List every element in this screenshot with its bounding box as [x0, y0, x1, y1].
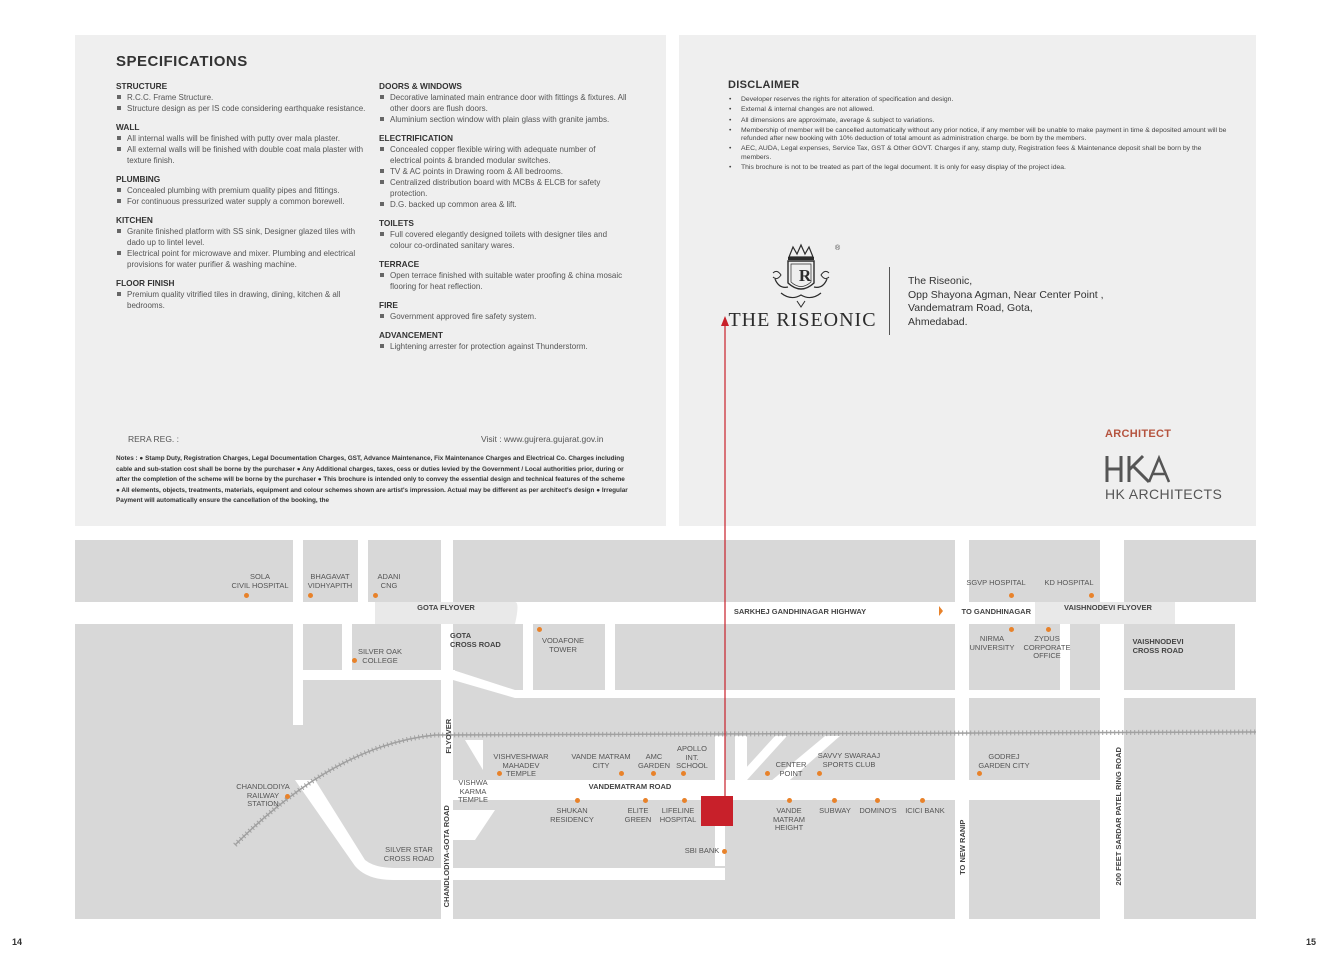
map-dot-nirma: [1009, 627, 1014, 632]
spec-item: Aluminium section window with plain glass with granite jambs.: [379, 114, 629, 125]
spec-section: [379, 300, 629, 322]
disclaimer-panel: [679, 35, 1256, 526]
riseonic-logo: [725, 243, 885, 339]
hk-architects-logo: [1105, 454, 1245, 504]
map-label-silver-star: SILVER STAR CROSS ROAD: [383, 845, 435, 863]
location-map: [75, 540, 1256, 919]
map-label-chandlodiya-station: CHANDLODIYA RAILWAY STATION: [236, 782, 290, 808]
registered-mark: ®: [835, 245, 841, 252]
map-label-sg-highway: SARKHEJ GANDHINAGAR HIGHWAY: [733, 607, 867, 616]
map-label-vishwa-karma: VISHWA KARMA TEMPLE: [457, 778, 488, 804]
spec-section: [379, 330, 629, 352]
map-label-lifeline: LIFELINE HOSPITAL: [659, 806, 697, 824]
spec-item: Full covered elegantly designed toilets with designer tiles and colour co-ordinated sanitary wares.: [379, 229, 629, 251]
spec-item: D.G. backed up common area & lift.: [379, 199, 629, 210]
map-label-vaishnodevi-flyover: VAISHNODEVI FLYOVER: [1064, 603, 1152, 612]
map-label-kd: KD HOSPITAL: [1044, 578, 1094, 587]
spec-section: [379, 81, 629, 125]
spec-item: Government approved fire safety system.: [379, 311, 629, 322]
spec-section: [379, 133, 629, 210]
map-label-vandematram-road: VANDEMATRAM ROAD: [588, 782, 672, 791]
disclaimer-item: • This brochure is not to be treated as part of the legal document. It is only for easy display of the project idea.: [728, 164, 1228, 172]
map-dot-savvy: [817, 771, 822, 776]
map-label-savvy: SAVVY SWARAAJ SPORTS CLUB: [817, 751, 881, 769]
spec-item: Structure design as per IS code considering earthquake resistance.: [116, 103, 366, 114]
spec-item: For continuous pressurized water supply a common borewell.: [116, 196, 366, 207]
spec-item: Centralized distribution board with MCBs & ELCB for safety protection.: [379, 177, 629, 199]
project-address: [908, 275, 1104, 329]
disclaimer-item: • All dimensions are approximate, average & subject to variations.: [728, 117, 1228, 125]
spec-section: [379, 259, 629, 292]
map-dot-amc-garden: [651, 771, 656, 776]
address-line: The Riseonic,: [908, 275, 973, 287]
architect-name: HK ARCHITECTS: [1105, 486, 1223, 502]
spec-item: Concealed copper flexible wiring with adequate number of electrical points & branded modular switches.: [379, 144, 629, 166]
map-label-elite-green: ELITE GREEN: [624, 806, 652, 824]
architect-label: ARCHITECT: [1105, 428, 1172, 440]
map-label-sbi: SBI BANK: [684, 846, 720, 855]
map-dot-bhagavat: [308, 593, 313, 598]
map-dot-vodafone: [537, 627, 542, 632]
map-dot-icici: [920, 798, 925, 803]
spec-item: Granite finished platform with SS sink, Designer glazed tiles with dado up to lintel level.: [116, 226, 366, 248]
map-dot-vande-matram-height: [787, 798, 792, 803]
hka-monogram-icon: [1105, 454, 1185, 484]
map-roads: [75, 540, 1256, 919]
map-label-nirma: NIRMA UNIVERSITY: [969, 634, 1015, 652]
map-label-vaishnodevi-cross: VAISHNODEVI CROSS ROAD: [1132, 637, 1184, 655]
map-dot-dominos: [875, 798, 880, 803]
map-label-vande-matram-height: VANDE MATRAM HEIGHT: [773, 806, 805, 832]
address-line: Ahmedabad.: [908, 315, 968, 328]
map-label-shukan: SHUKAN RESIDENCY: [550, 806, 594, 824]
map-dot-sbi: [722, 849, 727, 854]
map-dot-center-point: [765, 771, 770, 776]
disclaimer-item: • Developer reserves the rights for alteration of specification and design.: [728, 96, 1228, 104]
map-dot-sgvp: [1009, 593, 1014, 598]
site-pointer-arrow: [718, 316, 732, 798]
map-dot-zydus: [1046, 627, 1051, 632]
map-dot-kd: [1089, 593, 1094, 598]
map-label-sgvp: SGVP HOSPITAL: [966, 578, 1026, 587]
map-label-silver-oak: SILVER OAK COLLEGE: [357, 647, 403, 665]
map-label-to-new-ranip: TO NEW RANIP: [957, 819, 967, 875]
map-label-dominos: DOMINO'S: [859, 806, 897, 815]
map-dot-adani: [373, 593, 378, 598]
notes-text: Notes : ● Stamp Duty, Registration Charges, Legal Documentation Charges, GST, Advance Maintenance, Fix Maintenance Charges and Electrical Co. Charges including cable and sub-station cost shall be borne by the purchaser ● Any Additional charges, taxes, cess or duties levied by the Government / Local authorities prior, during or after the completion of the scheme will be borne by the purchaser ● This brochure is intended only to convey the essential design and technical features of the scheme ● All elements, objects, treatments, materials, equipment and colour schemes shown are artist's impression. Actual may be different as per architect's design ● Irregular Payment will automatically ensure the cancellation of the booking, the: [116, 455, 628, 504]
spec-heading: DOORS & WINDOWS: [379, 81, 462, 91]
site-marker: [701, 796, 733, 826]
brand-name: THE RISEONIC: [728, 309, 877, 331]
spec-section: [379, 218, 629, 251]
disclaimer-item: • Membership of member will be cancelled automatically without any prior notice, if any member will be unable to make payment in time & deposited amount will be refunded after new booking with 10% deduction of total amount as administration charge. be born by the members.: [728, 127, 1228, 144]
map-label-icici: ICICI BANK: [905, 806, 945, 815]
map-dot-godrej: [977, 771, 982, 776]
rera-website: Visit : www.gujrera.gujarat.gov.in: [481, 434, 604, 444]
spec-heading: KITCHEN: [116, 215, 153, 225]
map-label-gota-flyover: GOTA FLYOVER: [417, 603, 475, 612]
map-dot-lifeline: [682, 798, 687, 803]
spec-heading: ADVANCEMENT: [379, 330, 443, 340]
map-label-zydus: ZYDUS CORPORATE OFFICE: [1023, 634, 1071, 660]
spec-item: All internal walls will be finished with putty over mala plaster.: [116, 133, 366, 144]
spec-section: [116, 215, 366, 270]
crest-letter: R: [798, 266, 812, 285]
spec-heading: PLUMBING: [116, 174, 161, 184]
spec-column-left: [116, 81, 366, 319]
address-divider: [889, 267, 890, 335]
map-dot-silver-oak: [352, 658, 357, 663]
disclaimer-list: [728, 96, 1228, 174]
spec-section: [116, 174, 366, 207]
disclaimer-item: • External & internal changes are not allowed.: [728, 106, 1228, 114]
map-dot-shukan: [575, 798, 580, 803]
map-label-vishveshwar: VISHVESHWAR MAHADEV TEMPLE: [493, 752, 549, 778]
specifications-panel: [75, 35, 666, 526]
map-label-bhagavat: BHAGAVAT VIDHYAPITH: [307, 572, 353, 590]
specifications-title: SPECIFICATIONS: [116, 53, 248, 70]
spec-item: Decorative laminated main entrance door with fittings & fixtures. All other doors are flush doors.: [379, 92, 629, 114]
map-dot-subway: [832, 798, 837, 803]
spec-item: Electrical point for microwave and mixer. Plumbing and electrical provisions for water purifier & washing machine.: [116, 248, 366, 270]
spec-heading: WALL: [116, 122, 140, 132]
map-label-ring-road: 200 FEET SARDAR PATEL RING ROAD: [1113, 747, 1123, 886]
spec-item: R.C.C. Frame Structure.: [116, 92, 366, 103]
spec-heading: TERRACE: [379, 259, 420, 269]
spec-item: Open terrace finished with suitable water proofing & china mosaic flooring for heat reflection.: [379, 270, 629, 292]
map-label-apollo: APOLLO INT. SCHOOL: [676, 744, 708, 770]
spec-item: Premium quality vitrified tiles in drawing, dining, kitchen & all bedrooms.: [116, 289, 366, 311]
spec-heading: FLOOR FINISH: [116, 278, 175, 288]
spec-heading: TOILETS: [379, 218, 414, 228]
map-label-chandlodiya-gota-road: CHANDLODIYA-GOTA ROAD: [441, 805, 451, 908]
map-dot-vishveshwar: [497, 771, 502, 776]
map-label-sola: SOLA CIVIL HOSPITAL: [231, 572, 289, 590]
spec-section: [116, 278, 366, 311]
map-label-adani: ADANI CNG: [377, 572, 401, 590]
map-label-gota-cross: GOTA CROSS ROAD: [450, 631, 501, 649]
disclaimer-title: DISCLAIMER: [728, 79, 800, 91]
map-dot-apollo: [681, 771, 686, 776]
map-label-flyover: FLYOVER: [443, 718, 453, 754]
rera-registration: RERA REG. :: [128, 434, 180, 444]
spec-item: All external walls will be finished with double coat mala plaster with texture finish.: [116, 144, 366, 166]
map-dot-chandlodiya-station: [285, 794, 290, 799]
map-dot-sola: [244, 593, 249, 598]
spec-section: [116, 81, 366, 114]
map-label-subway: SUBWAY: [819, 806, 851, 815]
map-label-center-point: CENTER POINT: [775, 760, 807, 778]
spec-item: TV & AC points in Drawing room & All bedrooms.: [379, 166, 629, 177]
spec-section: [116, 122, 366, 166]
spec-heading: STRUCTURE: [116, 81, 168, 91]
map-dot-elite-green: [643, 798, 648, 803]
spec-column-right: [379, 81, 629, 360]
spec-heading: FIRE: [379, 300, 398, 310]
disclaimer-item: • AEC, AUDA, Legal expenses, Service Tax, GST & Other GOVT. Charges if any, stamp duty, Registration fees & Maintenance deposit shall be born by the members.: [728, 145, 1228, 162]
map-label-amc-garden: AMC GARDEN: [637, 752, 671, 770]
map-label-vodafone: VODAFONE TOWER: [541, 636, 585, 654]
map-label-to-gandhinagar: TO GANDHINAGAR: [961, 607, 1031, 616]
map-label-vande-matram-city: VANDE MATRAM CITY: [571, 752, 631, 770]
map-dot-vande-matram-city: [619, 771, 624, 776]
page-number-right: 15: [1306, 937, 1317, 947]
page-number-left: 14: [12, 937, 23, 947]
spec-item: Concealed plumbing with premium quality pipes and fittings.: [116, 185, 366, 196]
map-label-godrej: GODREJ GARDEN CITY: [978, 752, 1030, 770]
spec-item: Lightening arrester for protection against Thunderstorm.: [379, 341, 629, 352]
address-line: Vandematram Road, Gota,: [908, 302, 1033, 314]
spec-heading: ELECTRIFICATION: [379, 133, 454, 143]
address-line: Opp Shayona Agman, Near Center Point ,: [908, 288, 1104, 301]
